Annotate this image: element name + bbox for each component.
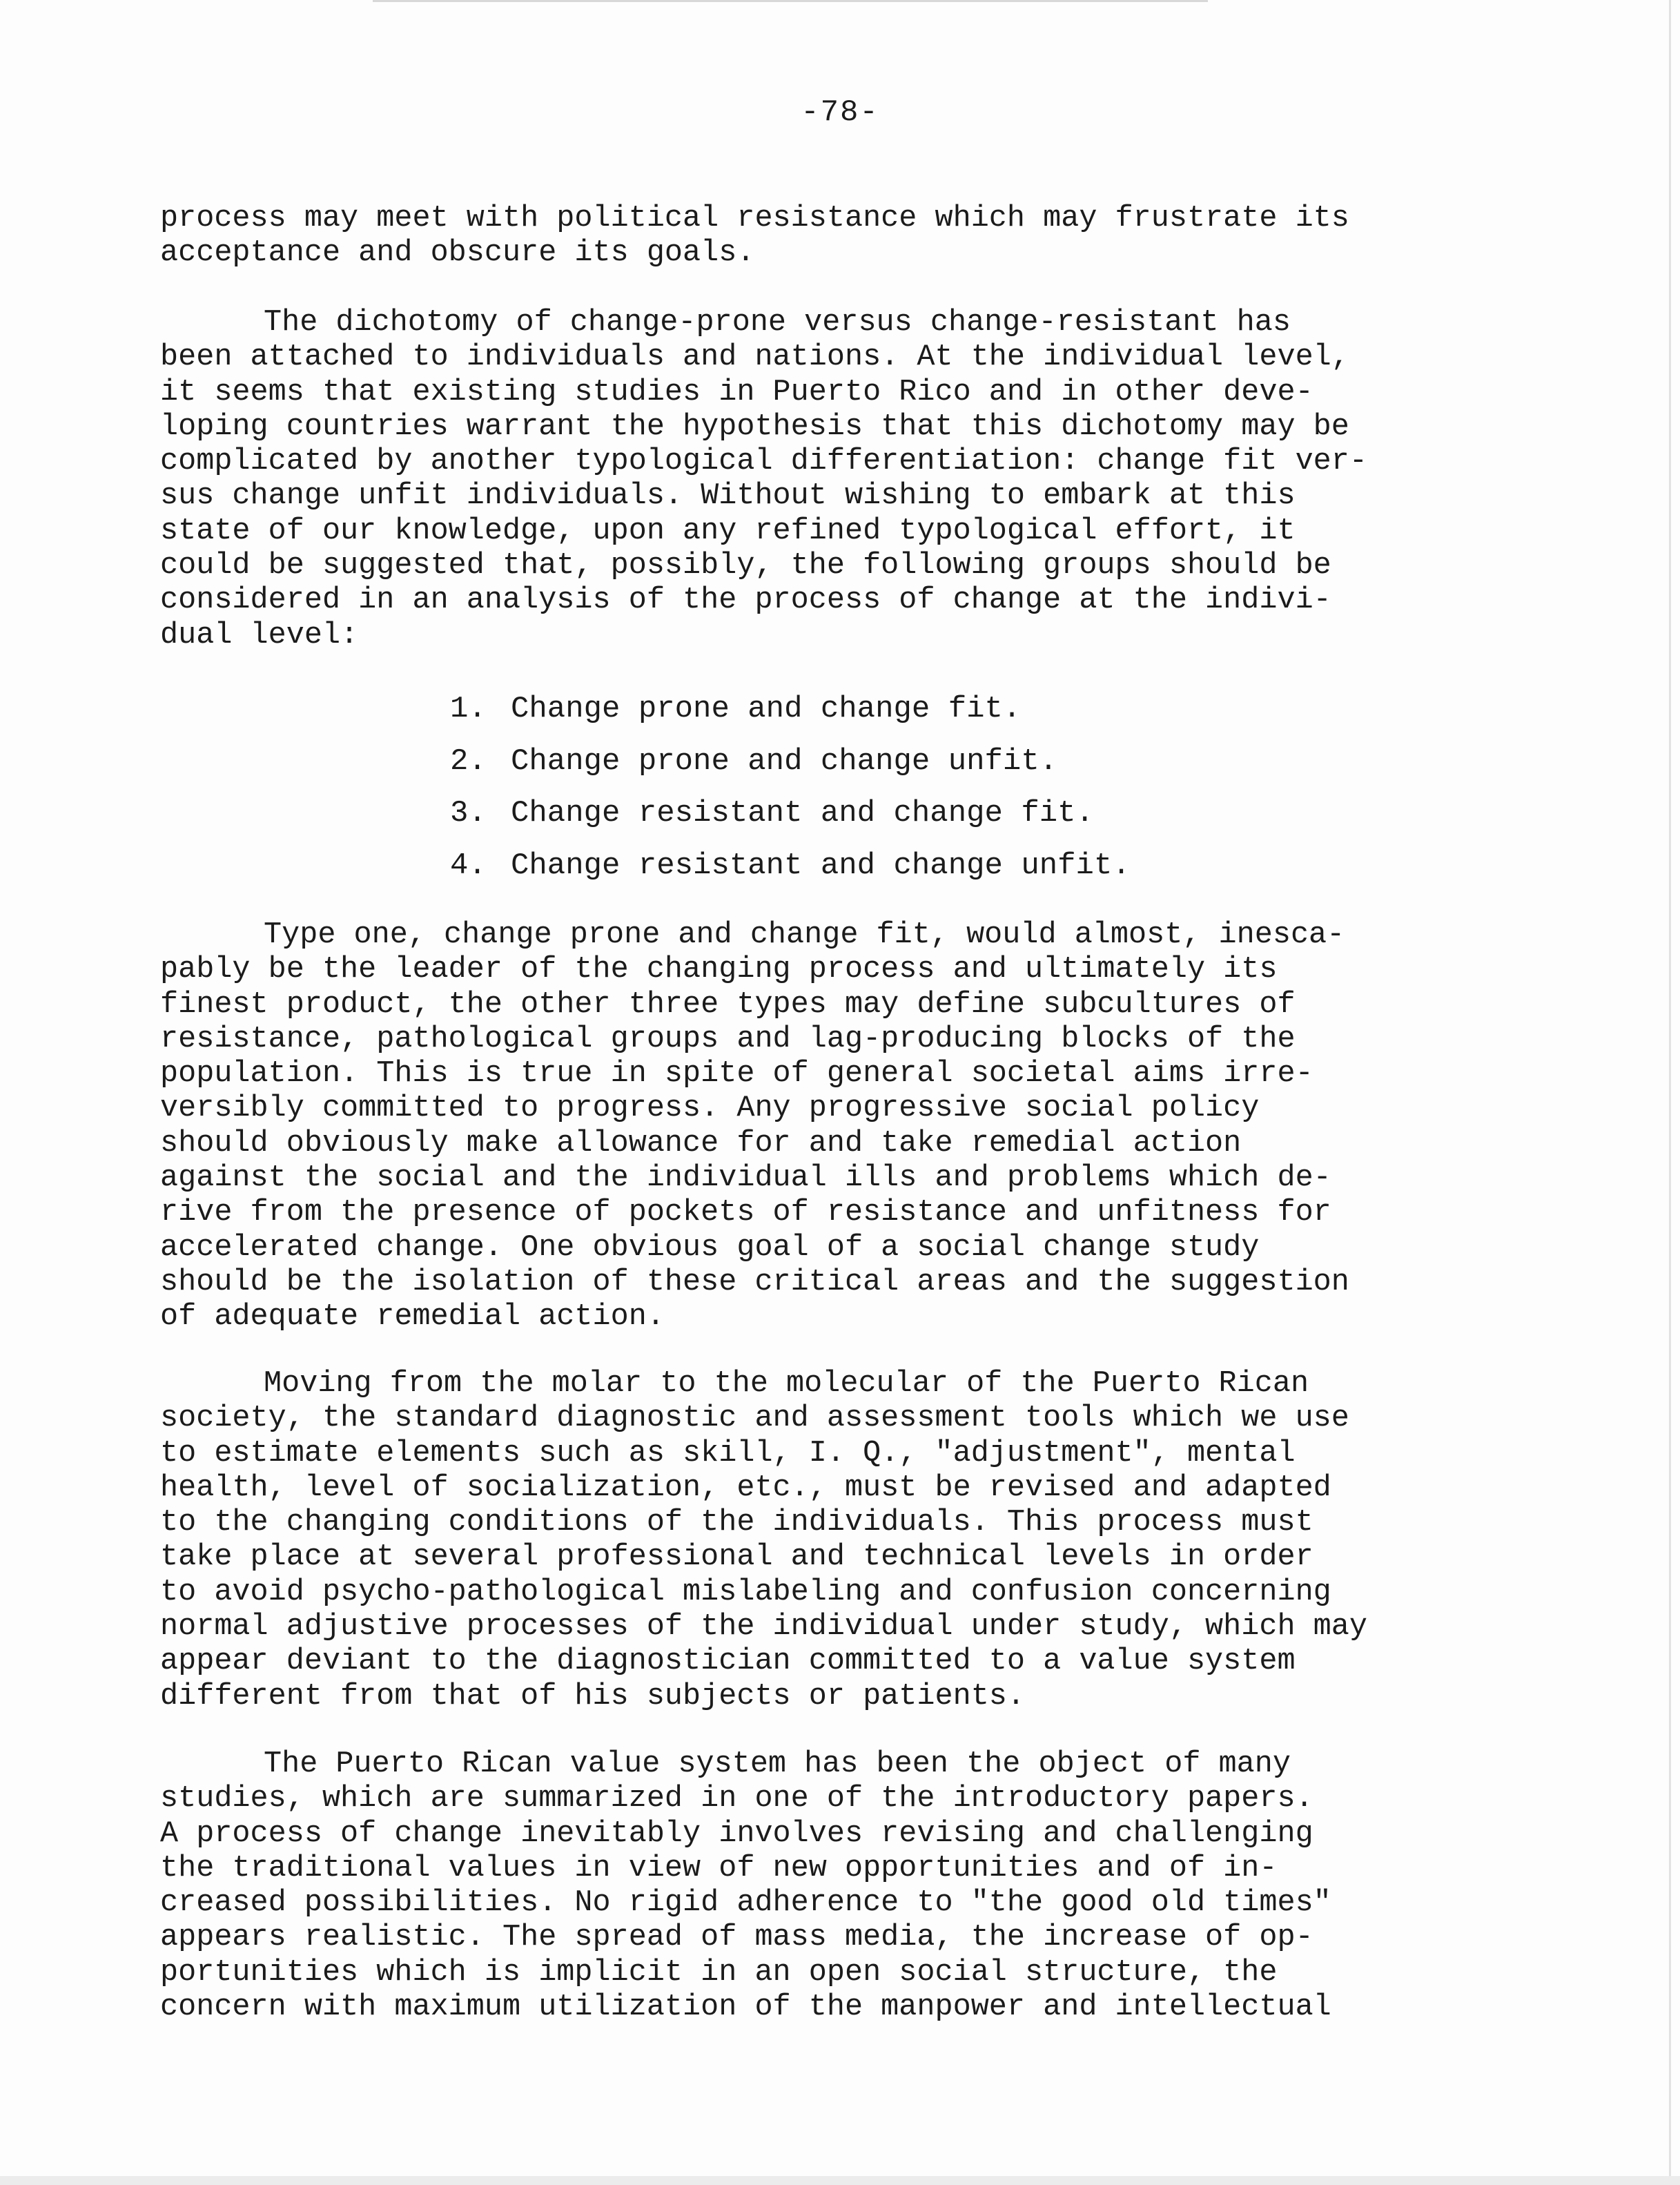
text-line: accelerated change. One obvious goal of a social change study	[160, 1230, 1260, 1265]
text-line: different from that of his subjects or patients.	[160, 1679, 1026, 1713]
text-line: A process of change inevitably involves revising and challenging	[160, 1816, 1313, 1851]
list-item-number: 1.	[450, 692, 487, 726]
paragraph-value-system	[160, 1747, 1554, 2025]
text-line: take place at several professional and technical levels in order	[160, 1540, 1313, 1575]
text-line: loping countries warrant the hypothesis that this dichotomy may be	[160, 409, 1349, 444]
text-line: concern with maximum utilization of the manpower and intellectual	[160, 1990, 1331, 2025]
typology-list	[450, 683, 1278, 892]
text-line: been attached to individuals and nations. At the individual level,	[160, 340, 1349, 375]
list-item-text: Change prone and change fit.	[511, 692, 1022, 726]
page-number: -78-	[801, 95, 879, 130]
paragraph-type-one	[160, 918, 1554, 1335]
text-line: studies, which are summarized in one of the introductory papers.	[160, 1782, 1313, 1816]
text-line: considered in an analysis of the process of change at the indivi-	[160, 583, 1331, 618]
text-line: normal adjustive processes of the individual under study, which may	[160, 1610, 1367, 1644]
page-edge-shadow	[1669, 0, 1671, 2185]
text-line: appears realistic. The spread of mass media, the increase of op-	[160, 1921, 1313, 1955]
text-line: portunities which is implicit in an open social structure, the	[160, 1955, 1278, 1990]
list-item-text: Change resistant and change unfit.	[511, 848, 1131, 883]
paragraph-continuation	[160, 202, 1554, 271]
list-item	[450, 788, 1278, 840]
bottom-edge-shadow	[0, 2176, 1680, 2185]
text-line: The dichotomy of change-prone versus change-resistant has	[264, 306, 1291, 340]
list-item	[450, 840, 1278, 893]
paragraph-molar-molecular	[160, 1367, 1554, 1714]
text-line: pably be the leader of the changing process and ultimately its	[160, 953, 1278, 987]
text-line: health, level of socialization, etc., must be revised and adapted	[160, 1470, 1331, 1505]
text-line: society, the standard diagnostic and assessment tools which we use	[160, 1401, 1349, 1436]
text-line: should be the isolation of these critical areas and the suggestion	[160, 1265, 1349, 1299]
text-line: against the social and the individual ills and problems which de-	[160, 1161, 1331, 1196]
text-line: acceptance and obscure its goals.	[160, 236, 755, 271]
text-line: to estimate elements such as skill, I. Q., "adjustment", mental	[160, 1436, 1296, 1470]
text-line: to avoid psycho-pathological mislabeling and confusion concerning	[160, 1575, 1331, 1609]
list-item-text: Change resistant and change fit.	[511, 796, 1094, 831]
list-item-number: 2.	[450, 744, 487, 779]
list-item-text: Change prone and change unfit.	[511, 744, 1058, 779]
text-line: of adequate remedial action.	[160, 1300, 665, 1334]
paragraph-dichotomy	[160, 306, 1554, 653]
text-line: Moving from the molar to the molecular of the Puerto Rican	[264, 1367, 1309, 1401]
text-line: appear deviant to the diagnostician committed to a value system	[160, 1644, 1296, 1679]
text-line: versibly committed to progress. Any progressive social policy	[160, 1091, 1260, 1126]
text-line: creased possibilities. No rigid adherence to "the good old times"	[160, 1886, 1331, 1921]
text-line: Type one, change prone and change fit, would almost, inesca-	[264, 918, 1345, 952]
list-item-number: 4.	[450, 848, 487, 883]
text-line: The Puerto Rican value system has been the object of many	[264, 1747, 1291, 1781]
text-line: it seems that existing studies in Puerto Rico and in other deve-	[160, 375, 1313, 409]
text-line: could be suggested that, possibly, the following groups should be	[160, 549, 1331, 583]
list-item	[450, 736, 1278, 788]
text-line: should obviously make allowance for and take remedial action	[160, 1126, 1242, 1161]
text-line: sus change unfit individuals. Without wishing to embark at this	[160, 479, 1296, 514]
text-line: process may meet with political resistance which may frustrate its	[160, 202, 1349, 235]
text-line: complicated by another typological differentiation: change fit ver-	[160, 445, 1367, 479]
list-item	[450, 683, 1278, 736]
text-line: population. This is true in spite of general societal aims irre-	[160, 1057, 1313, 1091]
text-line: to the changing conditions of the individuals. This process must	[160, 1506, 1313, 1540]
text-line: rive from the presence of pockets of resistance and unfitness for	[160, 1196, 1331, 1230]
list-item-number: 3.	[450, 796, 487, 831]
text-line: resistance, pathological groups and lag-producing blocks of the	[160, 1022, 1296, 1056]
text-line: state of our knowledge, upon any refined typological effort, it	[160, 514, 1296, 548]
text-line: the traditional values in view of new opportunities and of in-	[160, 1851, 1278, 1885]
top-edge-rule	[373, 0, 1208, 2]
text-line: finest product, the other three types may define subcultures of	[160, 987, 1296, 1022]
text-line: dual level:	[160, 618, 359, 652]
